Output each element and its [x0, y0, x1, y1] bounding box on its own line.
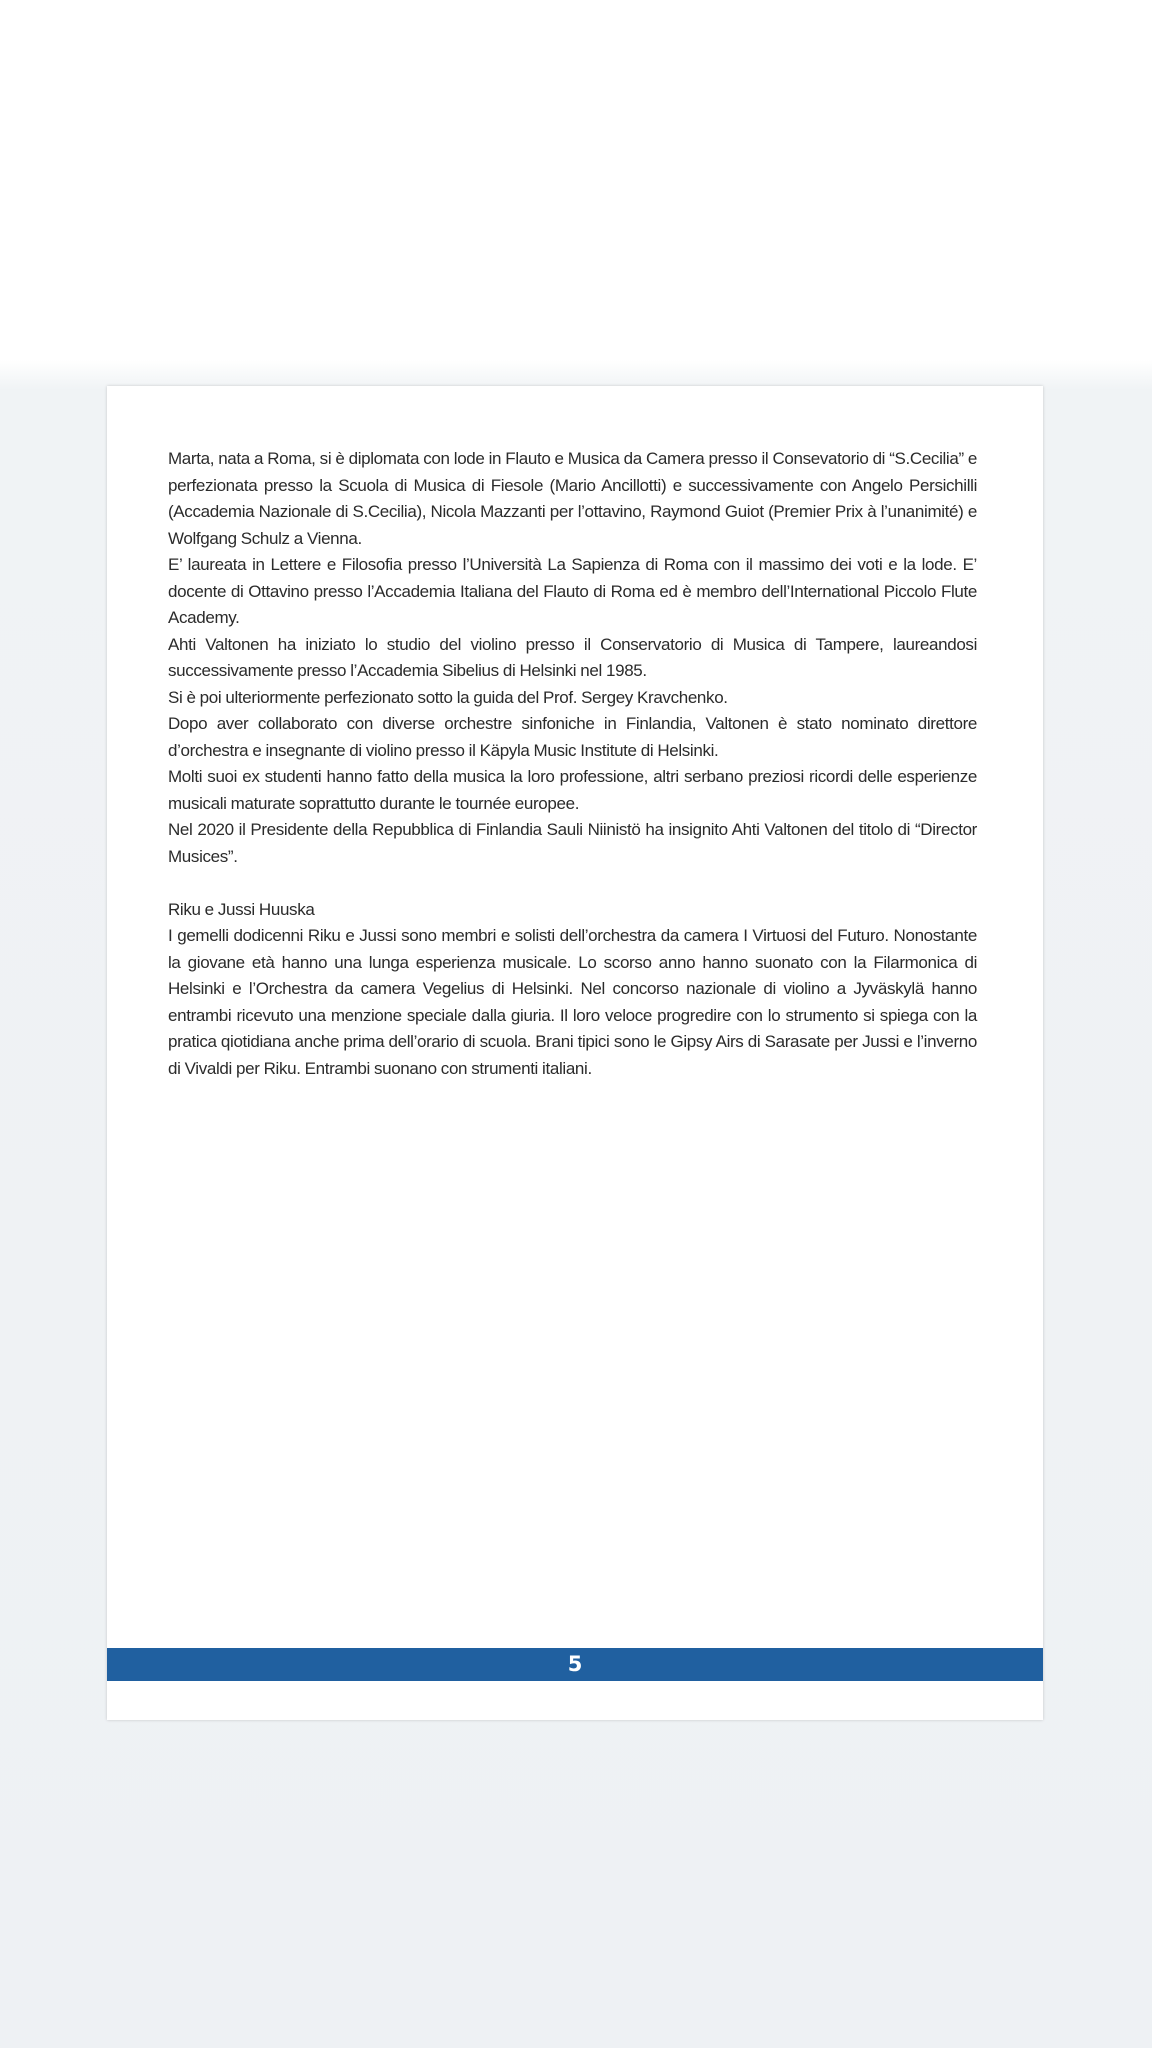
paragraph-valtonen-students: Molti suoi ex studenti hanno fatto della musica la loro professione, altri serbano preziosi ricordi delle esperienze musicali maturate soprattutto durante le tournée europee.	[168, 767, 977, 813]
paragraph-valtonen-career: Dopo aver collaborato con diverse orchestre sinfoniche in Finlandia, Valtonen è stato nominato direttore d’orchestra e insegnante di violino presso il Käpyla Music Institute di Helsinki.	[168, 714, 977, 760]
page-number: 5	[567, 1652, 583, 1676]
section-heading: Riku e Jussi Huuska	[168, 899, 315, 919]
paragraph-valtonen-award: Nel 2020 il Presidente della Repubblica di Finlandia Sauli Niinistö ha insignito Ahti Valtonen del titolo di “Director Musices”.	[168, 820, 977, 866]
paragraph-valtonen-kravchenko: Si è poi ulteriormente perfezionato sotto la guida del Prof. Sergey Kravchenko.	[168, 687, 728, 707]
paragraph-marta-degree: E’ laureata in Lettere e Filosofia presso l’Università La Sapienza di Roma con il massimo dei voti e la lode. E’ docente di Ottavino presso l’Accademia Italiana del Flauto di Roma ed è membro dell’International Piccolo Flute Academy.	[168, 555, 977, 627]
document-page	[107, 386, 1043, 1720]
paragraph-spacer	[168, 870, 977, 897]
paragraph-marta-bio: Marta, nata a Roma, si è diplomata con lode in Flauto e Musica da Camera presso il Consevatorio di “S.Cecilia” e perfezionata presso la Scuola di Musica di Fiesole (Mario Ancillotti) e successivamente con Angelo Persichilli (Accademia Nazionale di S.Cecilia), Nicola Mazzanti per l’ottavino, Raymond Guiot (Premier Prix à l’unanimité) e Wolfgang Schulz a Vienna.	[168, 449, 977, 548]
paragraph-huuska-twins: I gemelli dodicenni Riku e Jussi sono membri e solisti dell’orchestra da camera I Virtuosi del Futuro. Nonostante la giovane età hanno una lunga esperienza musicale. Lo scorso anno hanno suonato con la Filarmonica di Helsinki e l’Orchestra da camera Vegelius di Helsinki. Nel concorso nazionale di violino a Jyväskylä hanno entrambi ricevuto una menzione speciale dalla giuria. Il loro veloce progredire con lo strumento si spiega con la pratica qiotidiana anche prima dell’orario di scuola. Brani tipici sono le Gipsy Airs di Sarasate per Jussi e l’inverno di Vivaldi per Riku. Entrambi suonano con strumenti italiani.	[168, 926, 977, 1078]
footer-bar	[107, 1648, 1043, 1681]
paragraph-valtonen-studies: Ahti Valtonen ha iniziato lo studio del violino presso il Conservatorio di Musica di Tampere, laureandosi successivamente presso l’Accademia Sibelius di Helsinki nel 1985.	[168, 634, 977, 680]
page-body	[168, 446, 977, 1082]
